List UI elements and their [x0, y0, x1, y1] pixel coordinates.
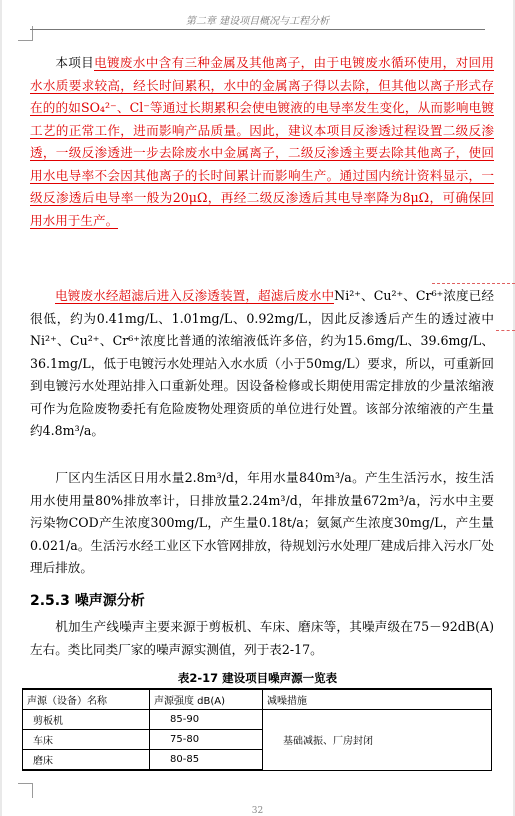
- paragraph-lead: 本项目: [55, 55, 95, 70]
- cell-level: 85-90: [150, 710, 263, 730]
- cell-source-name: 车床: [23, 730, 150, 750]
- section-heading: 2.5.3 噪声源分析: [30, 593, 145, 609]
- cell-level: 75-80: [150, 730, 263, 750]
- table-row: [23, 710, 492, 730]
- paragraph-body: Ni²⁺、Cu²⁺、Cr⁶⁺浓度已经很低，约为0.41mg/L、1.01mg/L、0.92mg/L，因此反渗透后产生的透过液中Ni²⁺、Cu²⁺、Cr⁶⁺浓度比普通的浓缩液低许多倍，约为15.6mg/L、39.6mg/L、36.1mg/L，低于电镀污水处理站入水水质（小于50mg/L）要求，所以，可重新回到电镀污水处理站排入口重新处理。因设备检修或长期使用需定排放的少量浓缩液可作为危险废物委托有危险废物处理资质的单位进行处置。该部分浓缩液的产生量约4.8m³/a。: [30, 288, 495, 438]
- tracked-insertion: 电镀废水中含有三种金属及其他离子，由于电镀废水循环使用，对回用水水质要求较高，经长时间累积，水中的金属离子得以去除，但其他以离子形式存在的的如SO₄²⁻、Cl⁻等通过长期累积会使电镀液的电导率发生变化，从而影响电镀工艺的正常工作，进而影响产品质量。因此，建议本项目反渗透过程设置二级反渗透，一级反渗透进一步去除废水中金属离子，二级反渗透主要去除其他离子，使回用水电导率不会因其他离子的长时间累计而影响生产。通过国内统计资料显示，一级反渗透后电导率一般为20μΩ，再经二级反渗透后其电导率降为8μΩ，可确保回用水用于生产。: [30, 55, 495, 228]
- crop-mark-bottom-left: [18, 783, 33, 798]
- paragraph-body: 厂区内生活区日用水量2.8m³/d，年用水量840m³/a。产生生活污水，按生活用水使用量80%排放率计，日排放量2.24m³/d，年排放量672m³/a，污水中主要污染物COD产生浓度300mg/L，产生量0.18t/a；氨氮产生浓度30mg/L，产生量0.021/a。生活污水经工业区下水管网排放，待规划污水处理厂建成后排入污水厂处理后排放。: [30, 470, 494, 575]
- document-page: [2, 0, 513, 816]
- cell-source-name: 磨床: [23, 750, 150, 771]
- header-rule: [30, 29, 485, 30]
- tracked-insertion: 电镀废水经超滤后进入反渗透装置，超滤后废水中: [55, 288, 335, 303]
- comment-connector-line: [432, 283, 515, 284]
- paragraph-domestic-wastewater: [30, 467, 494, 580]
- column-header-source: 声源（设备）名称: [23, 689, 150, 710]
- cell-source-name: 剪板机: [23, 710, 150, 730]
- paragraph-ultrafiltration: [30, 285, 494, 443]
- table-header-row: [23, 689, 492, 710]
- paragraph-ro-system: [30, 52, 494, 232]
- paragraph-body: 机加生产线噪声主要来源于剪板机、车床、磨床等，其噪声级在75－92dB(A)左右。类比同类厂家的噪声源实测值，列于表2-17。: [30, 619, 494, 657]
- table-caption: 表2-17 建设项目噪声源一览表: [177, 671, 338, 685]
- cell-level: 80-85: [150, 750, 263, 771]
- noise-source-table: [22, 688, 492, 771]
- column-header-measure: 减噪措施: [263, 689, 492, 710]
- comment-connector-line: [496, 330, 515, 331]
- running-header: 第二章 建设项目概况与工程分析: [185, 16, 330, 27]
- cell-measure: 基础减振、厂房封闭: [263, 710, 492, 771]
- paragraph-noise: [30, 616, 494, 661]
- page-number: 32: [251, 806, 264, 816]
- column-header-level: 声源强度 dB(A): [150, 689, 263, 710]
